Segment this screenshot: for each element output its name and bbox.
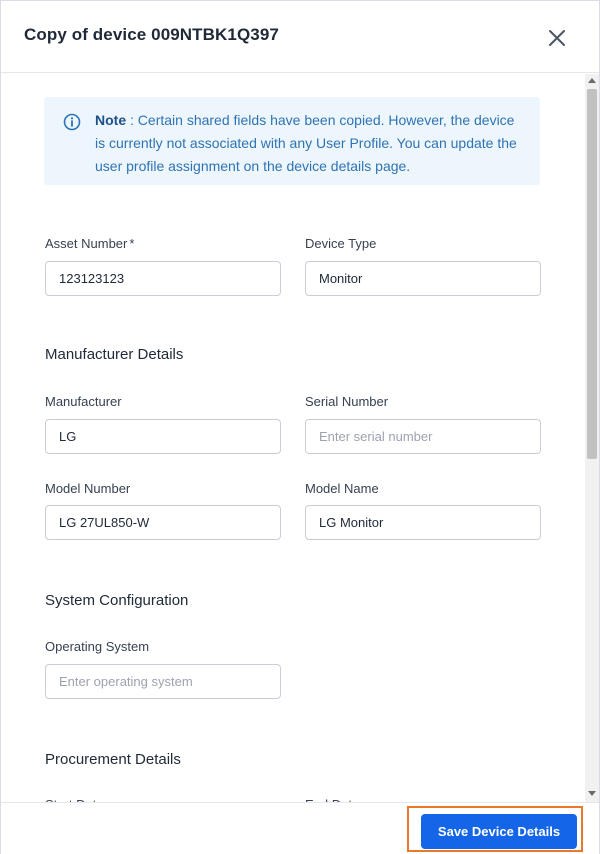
save-device-details-button[interactable]: Save Device Details: [421, 814, 577, 849]
manufacturer-input[interactable]: [45, 419, 281, 454]
operating-system-input[interactable]: [45, 664, 281, 699]
info-note: [44, 97, 540, 185]
device-type-input[interactable]: [305, 261, 541, 296]
scroll-up-icon[interactable]: [588, 78, 596, 83]
note-bold-label: Note: [95, 112, 127, 128]
note-text: [95, 109, 525, 178]
required-mark: *: [129, 236, 135, 251]
model-name-input[interactable]: [305, 505, 541, 540]
serial-number-label: Serial Number: [305, 394, 389, 409]
asset-number-input[interactable]: [45, 261, 281, 296]
scrollbar-thumb[interactable]: [587, 89, 597, 459]
note-message: : Certain shared fields have been copied. However, the device is currently not associated with any User Profile. You can update the user profile assignment on the device details page.: [95, 112, 517, 174]
section-procurement-details: Procurement Details: [45, 751, 181, 768]
serial-number-input[interactable]: [305, 419, 541, 454]
model-number-input[interactable]: [45, 505, 281, 540]
device-type-label: Device Type: [305, 236, 377, 251]
asset-number-label: [45, 236, 134, 251]
dialog-body[interactable]: [1, 74, 585, 802]
operating-system-label: Operating System: [45, 639, 150, 654]
info-icon: [63, 113, 81, 131]
section-system-configuration: System Configuration: [45, 592, 189, 609]
asset-number-label-text: Asset Number: [45, 236, 128, 251]
dialog-title: Copy of device 009NTBK1Q397: [24, 25, 279, 44]
model-number-label: Model Number: [45, 481, 131, 496]
section-manufacturer-details: Manufacturer Details: [45, 346, 184, 363]
dialog-header: [1, 1, 599, 73]
scroll-down-icon[interactable]: [588, 791, 596, 796]
manufacturer-label: Manufacturer: [45, 394, 122, 409]
vertical-scrollbar[interactable]: [585, 74, 599, 802]
close-icon[interactable]: [546, 27, 568, 49]
model-name-label: Model Name: [305, 481, 379, 496]
dialog-footer: [1, 802, 599, 854]
